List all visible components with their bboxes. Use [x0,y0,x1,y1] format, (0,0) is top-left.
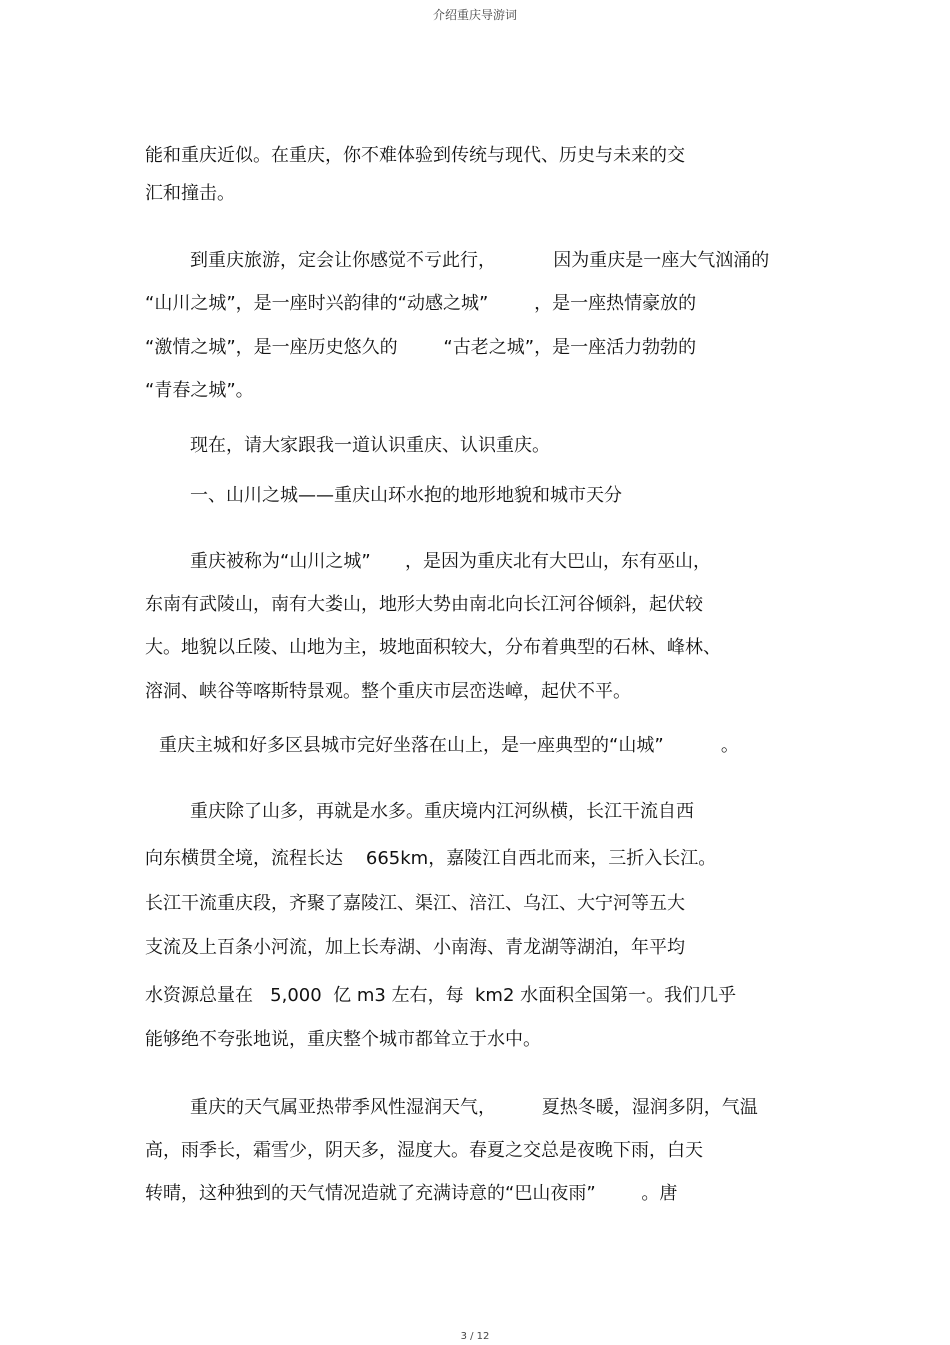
text-line: 支流及上百条小河流，加上长寿湖、小南海、青龙湖等湖泊，年平均 [145,937,685,958]
text-line: 一、山川之城——重庆山环水抱的地形地貌和城市天分 [190,485,622,506]
text-line: “青春之城”。 [145,380,254,401]
text-line: 高，雨季长，霜雪少，阴天多，湿度大。春夏之交总是夜晚下雨，白天 [145,1140,703,1161]
text-line: 重庆除了山多，再就是水多。重庆境内江河纵横，长江干流自西 [190,801,694,822]
text-line: 转晴，这种独到的天气情况造就了充满诗意的“巴山夜雨” 。唐 [145,1183,678,1204]
page-number: 3 / 12 [460,1331,490,1342]
text-line: 向东横贯全境，流程长达 665km，嘉陵江自西北而来，三折入长江。 [145,848,717,869]
text-line: 大。地貌以丘陵、山地为主，坡地面积较大，分布着典型的石林、峰林、 [145,637,721,658]
text-line: 重庆的天气属亚热带季风性湿润天气， 夏热冬暖，湿润多阴，气温 [190,1097,758,1118]
text-line: 到重庆旅游，定会让你感觉不亏此行， 因为重庆是一座大气汹涌的 [190,250,770,271]
text-line: 长江干流重庆段，齐聚了嘉陵江、渠江、涪江、乌江、大宁河等五大 [145,893,685,914]
text-line: 汇和撞击。 [145,183,235,204]
text-line: “激情之城”，是一座历史悠久的 “古老之城”，是一座活力勃勃的 [145,337,697,358]
text-line: 重庆主城和好多区县城市完好坐落在山上，是一座典型的“山城” 。 [159,735,739,756]
text-line: 重庆被称为“山川之城” ，是因为重庆北有大巴山，东有巫山， [190,551,711,572]
text-line: 能和重庆近似。在重庆，你不难体验到传统与现代、历史与未来的交 [145,145,685,166]
text-line: 水资源总量在 5,000 亿 m3 左右，每 km2 水面积全国第一。我们几乎 [145,985,737,1006]
text-line: 东南有武陵山，南有大娄山，地形大势由南北向长江河谷倾斜，起伏较 [145,594,703,615]
text-line: 能够绝不夸张地说，重庆整个城市都耸立于水中。 [145,1029,541,1050]
text-line: “山川之城”，是一座时兴韵律的“动感之城” ，是一座热情豪放的 [145,293,697,314]
text-line: 溶洞、峡谷等喀斯特景观。整个重庆市层峦迭嶂，起伏不平。 [145,681,631,702]
text-line: 现在，请大家跟我一道认识重庆、认识重庆。 [190,435,550,456]
page-header: 介绍重庆导游词 [432,8,517,22]
